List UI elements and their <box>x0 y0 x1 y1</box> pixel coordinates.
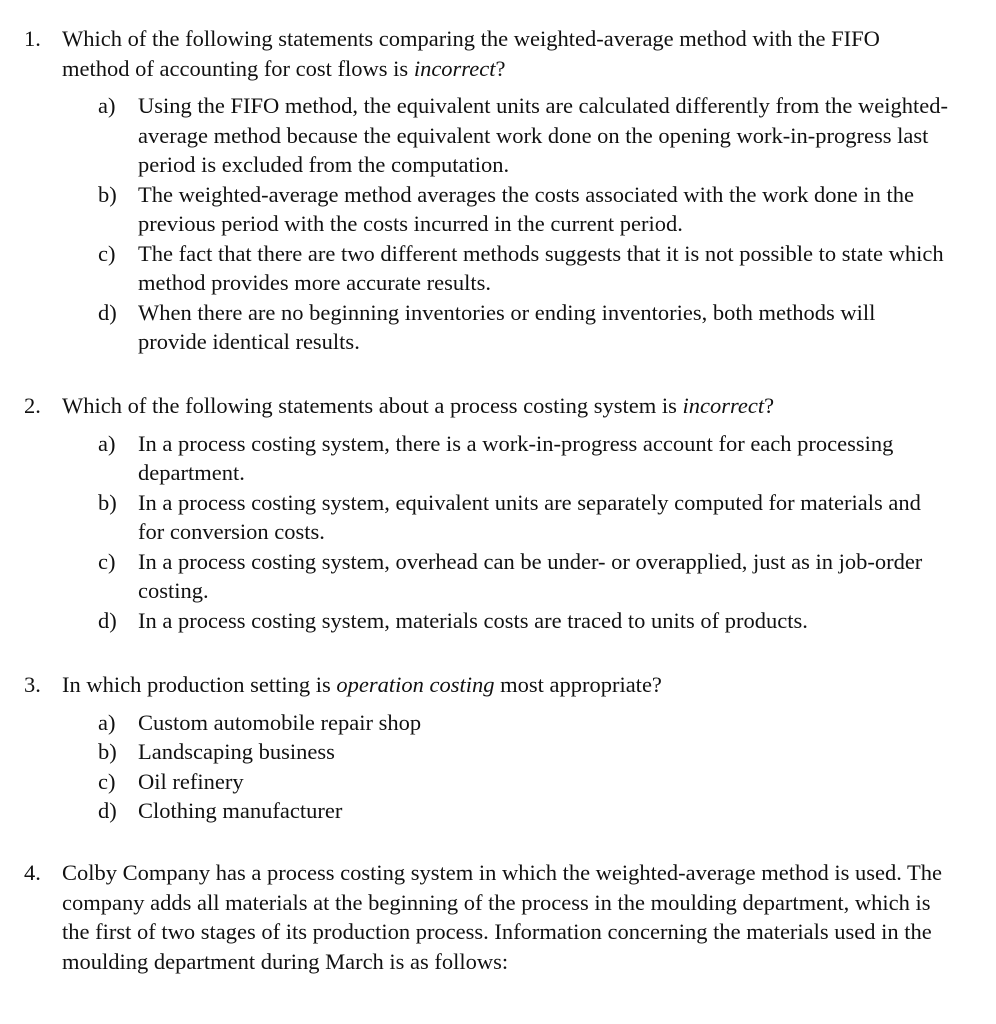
question-4 <box>24 858 954 976</box>
option-letter: b) <box>98 181 117 207</box>
answer-options <box>98 429 948 636</box>
question-text: In which production setting is operation costing most appropriate? <box>62 672 662 697</box>
question-number: 2. <box>24 393 41 418</box>
option-letter: d) <box>98 299 117 325</box>
answer-options <box>98 708 948 826</box>
option-b <box>98 737 948 767</box>
question-number: 4. <box>24 860 41 885</box>
option-c <box>98 547 948 606</box>
option-letter: c) <box>98 768 116 794</box>
question-2 <box>24 391 954 635</box>
option-d <box>98 606 948 636</box>
option-c <box>98 239 948 298</box>
option-letter: b) <box>98 489 117 515</box>
option-letter: a) <box>98 430 116 456</box>
emphasis-text: incorrect <box>413 55 496 81</box>
option-letter: a) <box>98 709 116 735</box>
option-b <box>98 488 948 547</box>
option-letter: b) <box>98 739 117 764</box>
option-a <box>98 708 948 738</box>
option-text: Using the FIFO method, the equivalent units are calculated differently from the weighted-average method because the equivalent work done on the opening work-in-progress last period is excluded from the computation. <box>138 93 948 177</box>
option-b <box>98 180 948 239</box>
option-text: The fact that there are two different methods suggests that it is not possible to state which method provides more accurate results. <box>138 240 944 295</box>
option-letter: a) <box>98 93 116 118</box>
option-text: In a process costing system, materials costs are traced to units of products. <box>138 607 808 633</box>
question-number: 3. <box>24 672 41 697</box>
option-text: The weighted-average method averages the costs associated with the work done in the previous period with the costs incurred in the current period. <box>138 181 914 236</box>
option-d <box>98 298 948 357</box>
option-text: In a process costing system, there is a work-in-progress account for each processing department. <box>138 430 894 485</box>
option-a <box>98 91 948 180</box>
option-letter: c) <box>98 240 116 266</box>
option-letter: c) <box>98 548 116 574</box>
option-text: When there are no beginning inventories or ending inventories, both methods will provide identical results. <box>138 299 876 354</box>
option-text: Clothing manufacturer <box>138 798 343 823</box>
option-text: Oil refinery <box>138 768 244 794</box>
option-text: Landscaping business <box>138 739 335 764</box>
question-text: Which of the following statements about a process costing system is incorrect? <box>62 393 775 418</box>
option-letter: d) <box>98 607 117 633</box>
question-text: Which of the following statements comparing the weighted-average method with the FIFO method of accounting for cost flows is incorrect? <box>62 26 880 81</box>
option-text: Custom automobile repair shop <box>138 709 422 735</box>
option-text: In a process costing system, overhead can be under- or overapplied, just as in job-order costing. <box>138 548 923 603</box>
question-text: Colby Company has a process costing system in which the weighted-average method is used. The company adds all materials at the beginning of the process in the moulding department, which is the first of two stages of its production process. Information concerning the materials used in the moulding department during March is as follows: <box>62 860 943 974</box>
option-d <box>98 796 948 826</box>
option-a <box>98 429 948 488</box>
emphasis-text: incorrect <box>682 393 765 418</box>
question-number: 1. <box>24 26 41 51</box>
answer-options <box>98 91 948 357</box>
option-letter: d) <box>98 798 117 823</box>
question-3 <box>24 670 954 826</box>
emphasis-text: operation costing <box>336 672 495 697</box>
option-c <box>98 767 948 797</box>
option-text: In a process costing system, equivalent units are separately computed for materials and for conversion costs. <box>138 489 921 544</box>
question-1 <box>24 24 954 357</box>
